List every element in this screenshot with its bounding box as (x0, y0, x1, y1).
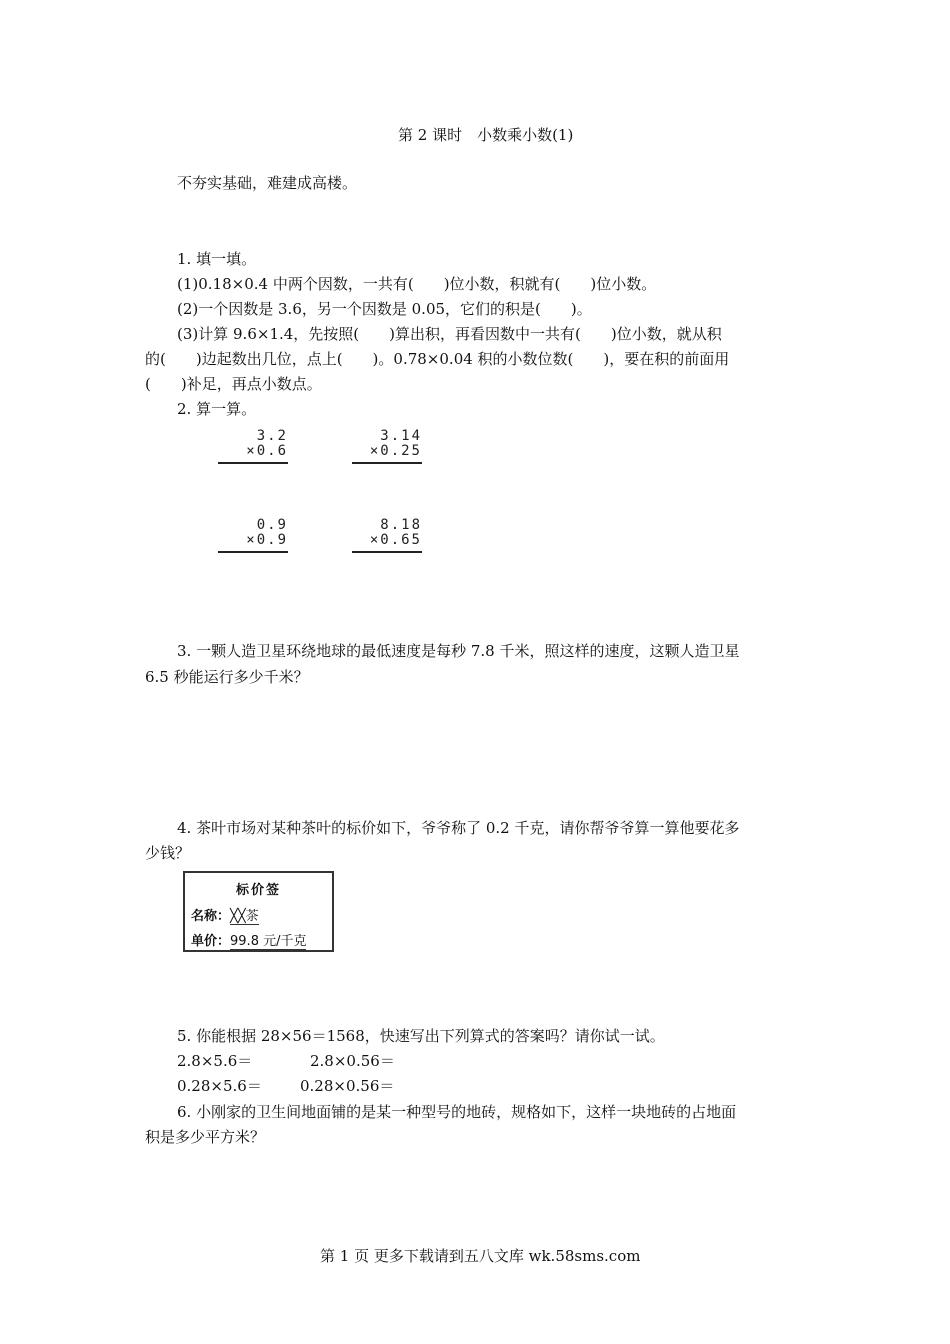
q5-expr-2: 2.8×0.56＝ (310, 1052, 395, 1070)
calc-0.9x0.9 (218, 517, 288, 557)
q5-heading: 5. 你能根据 28×56＝1568，快速写出下列算式的答案吗？请你试一试。 (177, 1027, 665, 1045)
q2-heading: 2. 算一算。 (177, 400, 257, 418)
q1-part2: (2)一个因数是 3.6，另一个因数是 0.05，它们的积是( )。 (177, 300, 592, 318)
price-tag (183, 871, 334, 952)
q1-part3-line1: (3)计算 9.6×1.4，先按照( )算出积，再看因数中一共有( )位小数，就从积 (177, 325, 722, 343)
calc-8.18x0.65 (352, 517, 422, 557)
calc-multiplicand: 0.9 (256, 517, 288, 533)
calc-multiplier: ×0.6 (246, 443, 288, 459)
calc-multiplier: ×0.65 (369, 532, 422, 548)
price-tag-name-row (191, 905, 259, 924)
q4-line1: 4. 茶叶市场对某种茶叶的标价如下，爷爷称了 0.2 千克，请你帮爷爷算一算他要花多 (177, 819, 740, 837)
q1-heading: 1. 填一填。 (177, 250, 257, 268)
price-tag-header: 标价签 (235, 883, 281, 898)
q6-line1: 6. 小刚家的卫生间地面铺的是某一种型号的地砖，规格如下，这样一块地砖的占地面 (177, 1103, 737, 1121)
calc-rule (352, 551, 422, 553)
price-tag-price-value: 99.8 元/千克 (230, 934, 307, 949)
calc-multiplicand: 3.14 (380, 428, 422, 444)
q1-part3-line2: 的( )边起数出几位，点上( )。0.78×0.04 积的小数位数( )，要在积的前面用 (145, 350, 730, 368)
q4-line2: 少钱？ (145, 844, 191, 862)
calc-multiplier: ×0.9 (246, 532, 288, 548)
calc-rule (218, 551, 288, 553)
calc-3.2x0.6 (218, 428, 288, 468)
motto: 不夯实基础，难建成高楼。 (177, 174, 358, 192)
price-tag-price-row (191, 930, 306, 949)
price-tag-price-label: 单价： (191, 934, 231, 949)
q5-expr-1: 2.8×5.6＝ (177, 1052, 253, 1070)
q1-part3-line3: ( )补足，再点小数点。 (145, 375, 322, 393)
price-tag-name-value: ╳╳茶 (230, 909, 259, 924)
q5-expr-3: 0.28×5.6＝ (177, 1077, 262, 1095)
q1-part1: (1)0.18×0.4 中两个因数，一共有( )位小数，积就有( )位小数。 (177, 275, 657, 293)
calc-3.14x0.25 (352, 428, 422, 468)
calc-multiplier: ×0.25 (369, 443, 422, 459)
page-title: 第 2 课时 小数乘小数(1) (398, 126, 574, 144)
calc-rule (352, 462, 422, 464)
q3-line2: 6.5 秒能运行多少千米？ (145, 668, 309, 686)
page-footer: 第 1 页 更多下载请到五八文库 wk.58sms.com (320, 1247, 641, 1265)
calc-multiplicand: 8.18 (380, 517, 422, 533)
q6-line2: 积是多少平方米？ (145, 1128, 266, 1146)
q3-line1: 3. 一颗人造卫星环绕地球的最低速度是每秒 7.8 千米，照这样的速度，这颗人造卫星 (177, 642, 740, 660)
q5-expr-4: 0.28×0.56＝ (300, 1077, 395, 1095)
price-tag-name-label: 名称： (191, 909, 231, 924)
calc-rule (218, 462, 288, 464)
calc-multiplicand: 3.2 (256, 428, 288, 444)
